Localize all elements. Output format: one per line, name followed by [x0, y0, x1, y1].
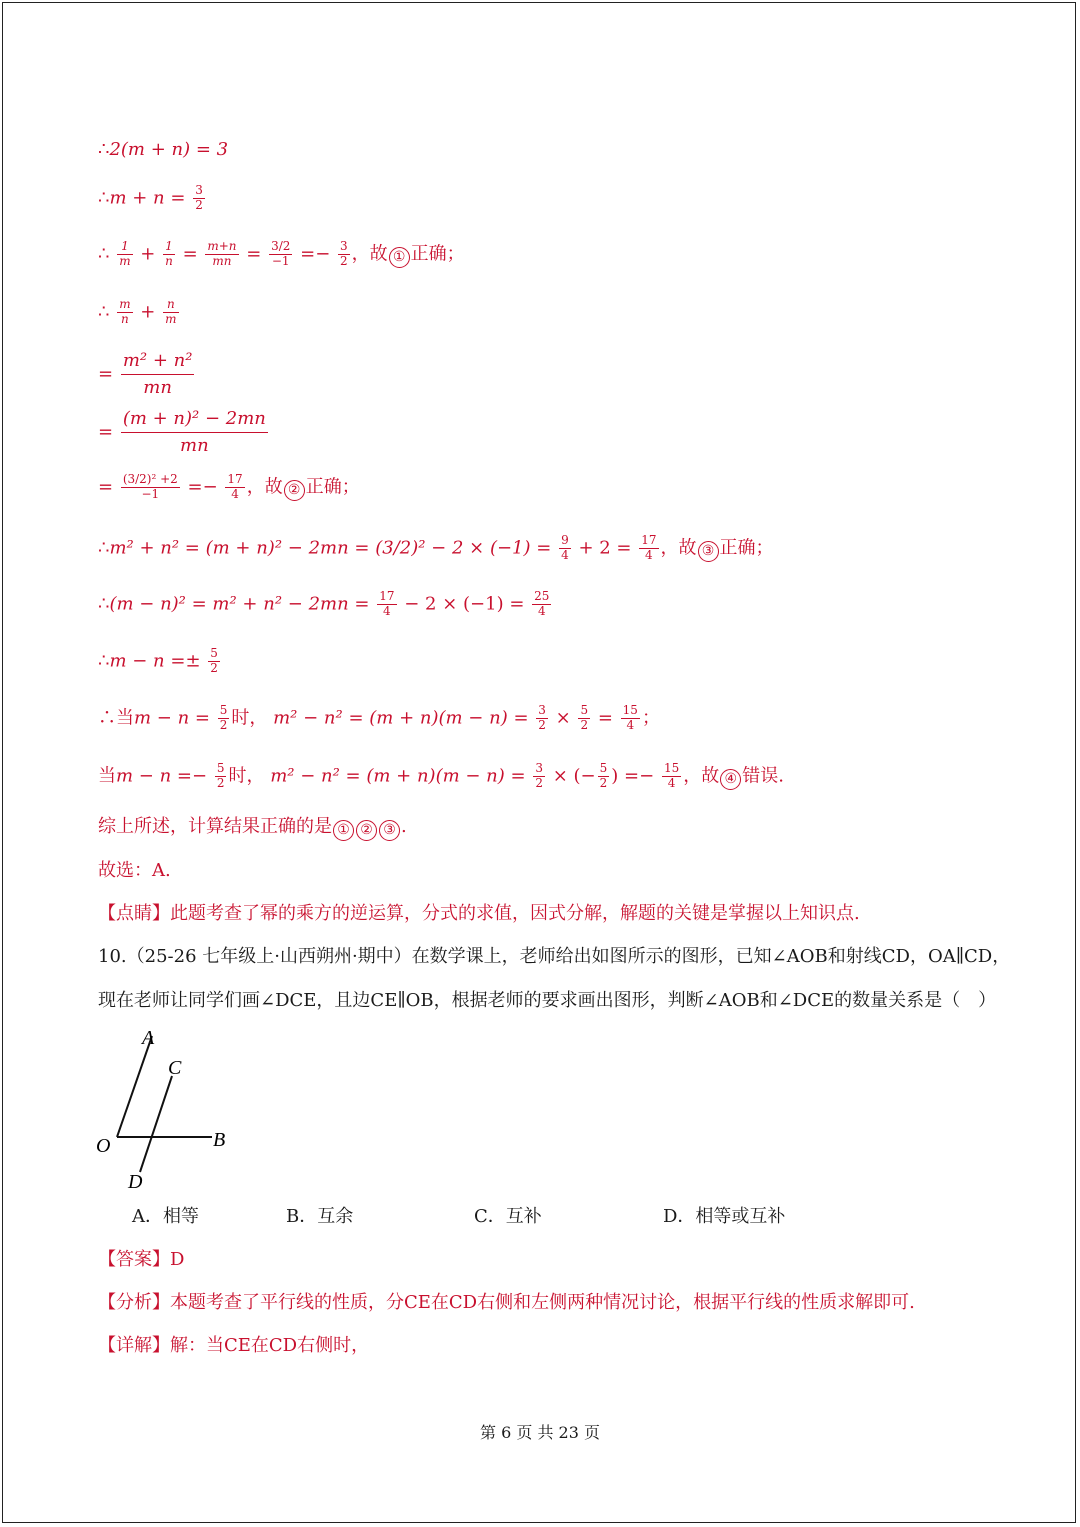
eq-line-8: ∴m² + n² = (m + n)² − 2mn = (3/2)² − 2 × (−1) = $\frac{9}{4}$ + 2 = $\frac{17}{4}$ ，故 ③ 正确；: [98, 533, 774, 562]
comment-line: 【点睛】此题考查了幂的乘方的逆运算，分式的求值，因式分解，解题的关键是掌握以上知识点.: [98, 903, 860, 924]
option-b: B．互余: [286, 1206, 354, 1227]
line-cd: [140, 1076, 172, 1172]
geometry-figure: [92, 1024, 242, 1194]
detail-line: 【详解】解：当CE在CD右侧时，: [98, 1335, 370, 1356]
option-d: D．相等或互补: [663, 1206, 786, 1227]
label-a: A: [142, 1027, 155, 1049]
eq-line-10: ∴m − n =± $\frac{5}{2}$: [98, 646, 218, 675]
question-line-2: 现在老师让同学们画∠DCE，且边CE∥OB，根据老师的要求画出图形，判断∠AOB和∠DCE的数量关系是（ ）: [98, 990, 997, 1011]
eq-line-2: ∴m + n = $\frac{3}{2}$: [98, 183, 203, 212]
eq-line-12: 当m − n =− $\frac{5}{2}$ 时， m² − n² = (m + n)(m − n) = $\frac{3}{2}$ × (− $\frac{5}{2}$ ) =− $\frac{15}{4}$ ，故 ④ 错误.: [98, 761, 784, 790]
eq-line-1: ∴2(m + n) = 3: [98, 139, 229, 160]
label-b: B: [213, 1129, 226, 1151]
choice-line: 故选：A.: [98, 860, 171, 881]
eq-line-5: = $\frac{\text{m² + n²}}{mn}$: [98, 350, 193, 399]
option-a: A．相等: [132, 1206, 199, 1227]
label-o: O: [96, 1135, 111, 1157]
eq-line-3: ∴ $\frac{1}{m}$ + $\frac{1}{n}$ = $\frac{m+n}{mn}$ = $\frac{3/2}{-1}$ =− $\frac{3}{2}$ ，故 ① 正确；: [98, 239, 465, 268]
eq-line-9: ∴(m − n)² = m² + n² − 2mn = $\frac{17}{4}$ − 2 × (−1) = $\frac{25}{4}$: [98, 589, 550, 618]
answer-line: 【答案】D: [98, 1249, 185, 1270]
eq-line-4: ∴ $\frac{m}{n}$ + $\frac{n}{m}$: [98, 297, 177, 326]
page-footer: 第 6 页 共 23 页: [480, 1423, 600, 1442]
eq-line-11: ∴当m − n = $\frac{5}{2}$ 时， m² − n² = (m + n)(m − n) = $\frac{3}{2}$ × $\frac{5}{2}$ = $\frac{15}{4}$ ；: [98, 703, 660, 732]
label-d: D: [128, 1171, 143, 1193]
eq-line-6: = $\frac{\text{(m + n)² − 2mn}}{mn}$: [98, 408, 266, 457]
option-c: C．互补: [474, 1206, 542, 1227]
analysis-line: 【分析】本题考查了平行线的性质，分CE在CD右侧和左侧两种情况讨论，根据平行线的性质求解即可.: [98, 1292, 915, 1313]
question-line-1: 10.（25-26 七年级上·山西朔州·期中）在数学课上，老师给出如图所示的图形，已知∠AOB和射线CD，OA∥CD，: [98, 946, 1011, 967]
ray-oa: [117, 1036, 152, 1137]
label-c: C: [168, 1057, 182, 1079]
summary-line: 综上所述，计算结果正确的是 ① ② ③ .: [98, 818, 407, 841]
eq-line-7: = $\frac{\text{(3/2)² +2}}{-1}$ =− $\frac{17}{4}$ ，故 ② 正确；: [98, 472, 360, 501]
